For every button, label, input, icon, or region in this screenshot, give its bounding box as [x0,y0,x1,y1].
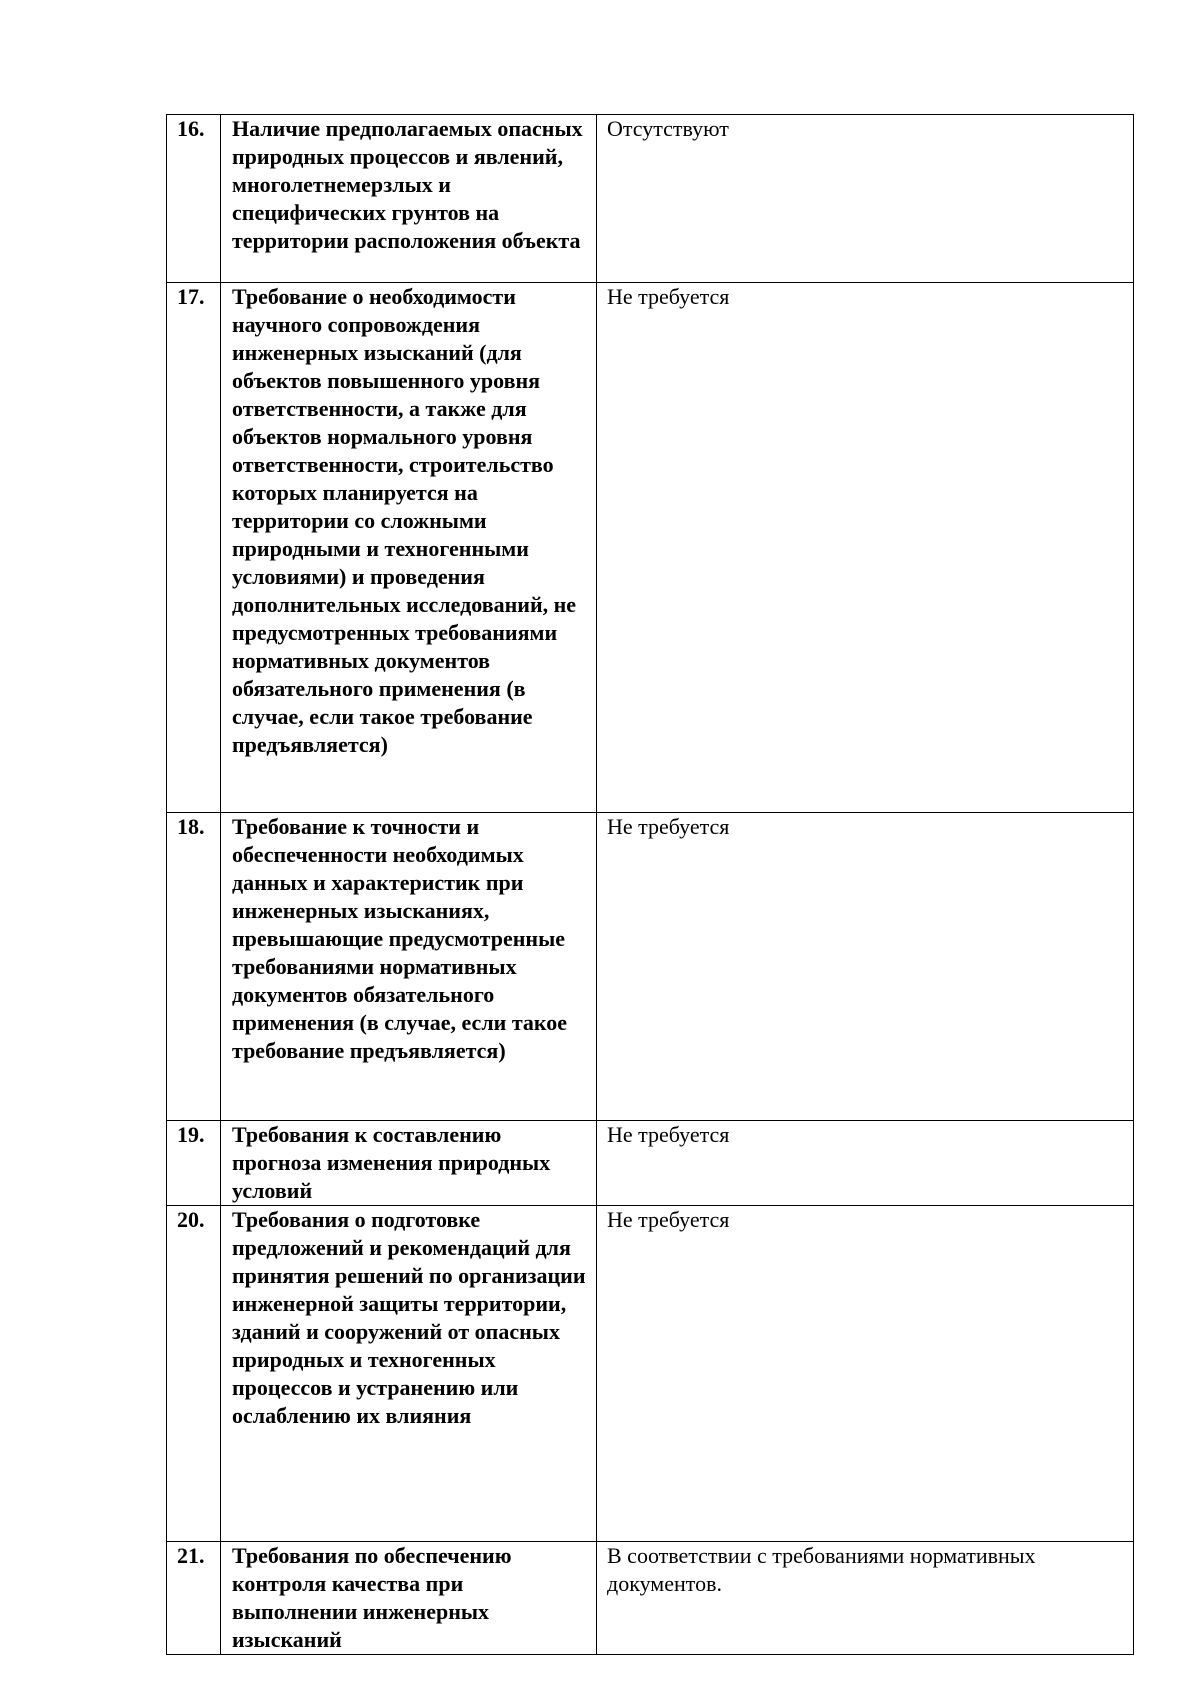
table-row [167,1121,1134,1206]
value-text: В соответствии с требованиями нормативных документов. [607,1543,1036,1596]
value-text: Не требуется [607,814,730,839]
row-number-cell [167,1121,221,1206]
value-cell [597,813,1134,1121]
value-cell [597,1121,1134,1206]
row-number-cell [167,115,221,283]
requirement-text: Требования по обеспечению контроля качества при выполнении инженерных изысканий [232,1543,512,1652]
value-cell [597,1542,1134,1655]
requirement-text: Наличие предполагаемых опасных природных процессов и явлений, многолетнемерзлых и специфических грунтов на территории расположения объекта [232,116,583,253]
value-text: Не требуется [607,1122,730,1147]
value-cell [597,283,1134,813]
requirement-cell [221,1121,597,1206]
row-number-cell [167,813,221,1121]
row-number: 20. [177,1207,205,1232]
value-cell [597,1206,1134,1542]
row-number-cell [167,1206,221,1542]
table-row [167,283,1134,813]
requirement-cell [221,283,597,813]
requirement-cell [221,1542,597,1655]
requirement-text: Требования о подготовке предложений и рекомендаций для принятия решений по организации инженерной защиты территории, зданий и сооружений от опасных природных и техногенных процессов и устранению или ослаблению их влияния [232,1207,586,1428]
requirements-table [166,114,1134,1655]
requirement-text: Требования к составлению прогноза изменения природных условий [232,1122,551,1203]
value-text: Не требуется [607,284,730,309]
requirement-text: Требование к точности и обеспеченности необходимых данных и характеристик при инженерных изысканиях, превышающие предусмотренные требованиями нормативных документов обязательного применения (в случае, если такое требование предъявляется) [232,814,568,1063]
table-row [167,1542,1134,1655]
table-row [167,1206,1134,1542]
row-number: 21. [177,1543,205,1568]
row-number: 16. [177,116,205,141]
row-number: 19. [177,1122,205,1147]
value-text: Не требуется [607,1207,730,1232]
requirement-cell [221,813,597,1121]
requirement-cell [221,1206,597,1542]
table-row [167,115,1134,283]
value-cell [597,115,1134,283]
requirement-cell [221,115,597,283]
table-row [167,813,1134,1121]
value-text: Отсутствуют [607,116,729,141]
row-number-cell [167,1542,221,1655]
row-number: 18. [177,814,205,839]
row-number: 17. [177,284,205,309]
row-number-cell [167,283,221,813]
requirement-text: Требование о необходимости научного сопровождения инженерных изысканий (для объектов повышенного уровня ответственности, а также для объектов нормального уровня ответственности, строительство которых планируется на территории со сложными природными и техногенными условиями) и проведения дополнительных исследований, не предусмотренных требованиями нормативных документов обязательного применения (в случае, если такое требование предъявляется) [232,284,577,757]
